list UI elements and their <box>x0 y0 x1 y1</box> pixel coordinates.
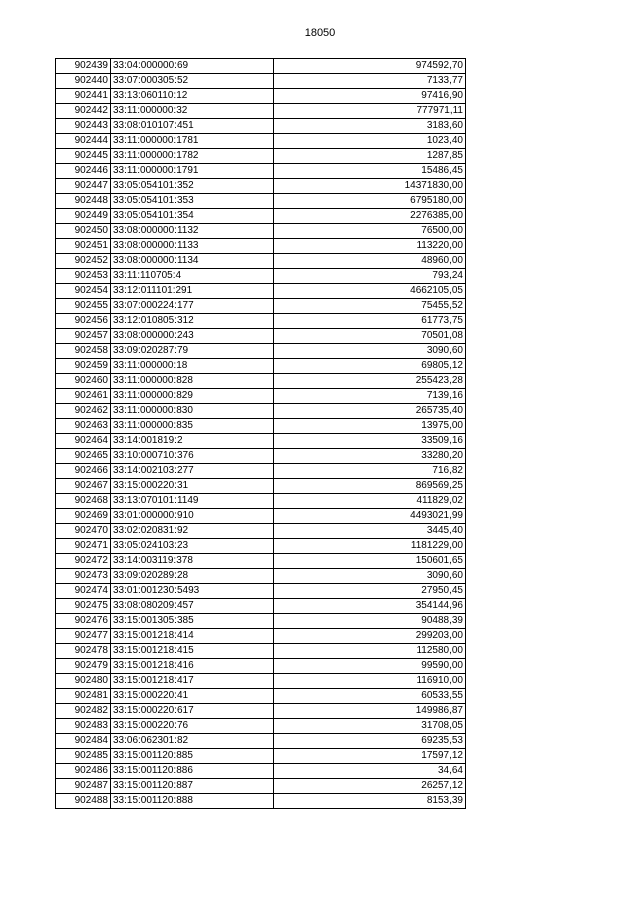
page-number: 18050 <box>304 27 336 39</box>
row-number-cell: 902447 <box>56 179 111 194</box>
table-row <box>56 644 466 659</box>
table-row <box>56 74 466 89</box>
table-row <box>56 434 466 449</box>
value-cell: 48960,00 <box>274 254 466 269</box>
table-row <box>56 239 466 254</box>
cadastral-number-cell: 33:14:001819:2 <box>111 434 274 449</box>
table-row <box>56 269 466 284</box>
table-row <box>56 209 466 224</box>
value-cell: 31708,05 <box>274 719 466 734</box>
row-number-cell: 902450 <box>56 224 111 239</box>
cadastral-number-cell: 33:13:070101:1149 <box>111 494 274 509</box>
value-cell: 27950,45 <box>274 584 466 599</box>
row-number-cell: 902464 <box>56 434 111 449</box>
cadastral-number-cell: 33:15:001218:414 <box>111 629 274 644</box>
cadastral-number-cell: 33:14:003119:378 <box>111 554 274 569</box>
value-cell: 97416,90 <box>274 89 466 104</box>
value-cell: 3183,60 <box>274 119 466 134</box>
row-number-cell: 902457 <box>56 329 111 344</box>
value-cell: 3090,60 <box>274 569 466 584</box>
table-row <box>56 539 466 554</box>
value-cell: 61773,75 <box>274 314 466 329</box>
cadastral-number-cell: 33:15:001120:886 <box>111 764 274 779</box>
table-row <box>56 314 466 329</box>
table-row <box>56 734 466 749</box>
table-row <box>56 344 466 359</box>
cadastral-number-cell: 33:14:002103:277 <box>111 464 274 479</box>
cadastral-number-cell: 33:08:010107:451 <box>111 119 274 134</box>
row-number-cell: 902471 <box>56 539 111 554</box>
cadastral-number-cell: 33:05:054101:353 <box>111 194 274 209</box>
value-cell: 33280,20 <box>274 449 466 464</box>
cadastral-number-cell: 33:08:080209:457 <box>111 599 274 614</box>
value-cell: 150601,65 <box>274 554 466 569</box>
value-cell: 75455,52 <box>274 299 466 314</box>
row-number-cell: 902462 <box>56 404 111 419</box>
cadastral-number-cell: 33:13:060110:12 <box>111 89 274 104</box>
cadastral-number-cell: 33:08:000000:1134 <box>111 254 274 269</box>
row-number-cell: 902478 <box>56 644 111 659</box>
value-cell: 17597,12 <box>274 749 466 764</box>
value-cell: 33509,16 <box>274 434 466 449</box>
table-row <box>56 554 466 569</box>
value-cell: 716,82 <box>274 464 466 479</box>
table-row <box>56 599 466 614</box>
table-row <box>56 494 466 509</box>
table-row <box>56 59 466 74</box>
table-row <box>56 629 466 644</box>
table-row <box>56 89 466 104</box>
table-row <box>56 524 466 539</box>
cadastral-number-cell: 33:11:000000:1791 <box>111 164 274 179</box>
cadastral-number-cell: 33:11:110705:4 <box>111 269 274 284</box>
table-row <box>56 164 466 179</box>
row-number-cell: 902475 <box>56 599 111 614</box>
value-cell: 7133,77 <box>274 74 466 89</box>
row-number-cell: 902446 <box>56 164 111 179</box>
cadastral-number-cell: 33:11:000000:830 <box>111 404 274 419</box>
row-number-cell: 902460 <box>56 374 111 389</box>
cadastral-number-cell: 33:08:000000:243 <box>111 329 274 344</box>
cadastral-number-cell: 33:12:010805:312 <box>111 314 274 329</box>
table-row <box>56 179 466 194</box>
table-row <box>56 719 466 734</box>
table-row <box>56 764 466 779</box>
table-row <box>56 284 466 299</box>
cadastral-number-cell: 33:15:001120:885 <box>111 749 274 764</box>
value-cell: 112580,00 <box>274 644 466 659</box>
cadastral-number-cell: 33:11:000000:18 <box>111 359 274 374</box>
value-cell: 411829,02 <box>274 494 466 509</box>
cadastral-number-cell: 33:15:000220:76 <box>111 719 274 734</box>
row-number-cell: 902477 <box>56 629 111 644</box>
value-cell: 4662105,05 <box>274 284 466 299</box>
table-row <box>56 254 466 269</box>
table-row <box>56 299 466 314</box>
table-row <box>56 749 466 764</box>
row-number-cell: 902483 <box>56 719 111 734</box>
table-row <box>56 689 466 704</box>
cadastral-number-cell: 33:15:001218:417 <box>111 674 274 689</box>
value-cell: 60533,55 <box>274 689 466 704</box>
table-row <box>56 464 466 479</box>
cadastral-number-cell: 33:15:001305:385 <box>111 614 274 629</box>
row-number-cell: 902451 <box>56 239 111 254</box>
value-cell: 14371830,00 <box>274 179 466 194</box>
value-cell: 3090,60 <box>274 344 466 359</box>
cadastral-number-cell: 33:07:000224:177 <box>111 299 274 314</box>
value-cell: 69235,53 <box>274 734 466 749</box>
value-cell: 869569,25 <box>274 479 466 494</box>
row-number-cell: 902463 <box>56 419 111 434</box>
row-number-cell: 902487 <box>56 779 111 794</box>
value-cell: 90488,39 <box>274 614 466 629</box>
value-cell: 69805,12 <box>274 359 466 374</box>
table-row <box>56 674 466 689</box>
table-row <box>56 779 466 794</box>
value-cell: 1181229,00 <box>274 539 466 554</box>
row-number-cell: 902482 <box>56 704 111 719</box>
row-number-cell: 902488 <box>56 794 111 809</box>
value-cell: 1287,85 <box>274 149 466 164</box>
row-number-cell: 902442 <box>56 104 111 119</box>
value-cell: 974592,70 <box>274 59 466 74</box>
cadastral-number-cell: 33:01:001230:5493 <box>111 584 274 599</box>
cadastral-number-cell: 33:08:000000:1133 <box>111 239 274 254</box>
row-number-cell: 902470 <box>56 524 111 539</box>
table-row <box>56 329 466 344</box>
cadastral-number-cell: 33:11:000000:1781 <box>111 134 274 149</box>
table-body <box>56 59 466 809</box>
cadastral-number-cell: 33:05:054101:354 <box>111 209 274 224</box>
cadastral-number-cell: 33:08:000000:1132 <box>111 224 274 239</box>
row-number-cell: 902479 <box>56 659 111 674</box>
row-number-cell: 902473 <box>56 569 111 584</box>
table-row <box>56 134 466 149</box>
table-row <box>56 389 466 404</box>
value-cell: 70501,08 <box>274 329 466 344</box>
table-row <box>56 509 466 524</box>
cadastral-number-cell: 33:07:000305:52 <box>111 74 274 89</box>
cadastral-number-cell: 33:09:020287:79 <box>111 344 274 359</box>
row-number-cell: 902454 <box>56 284 111 299</box>
cadastral-number-cell: 33:09:020289:28 <box>111 569 274 584</box>
value-cell: 13975,00 <box>274 419 466 434</box>
row-number-cell: 902484 <box>56 734 111 749</box>
value-cell: 265735,40 <box>274 404 466 419</box>
row-number-cell: 902459 <box>56 359 111 374</box>
table-row <box>56 149 466 164</box>
row-number-cell: 902486 <box>56 764 111 779</box>
row-number-cell: 902468 <box>56 494 111 509</box>
table-row <box>56 119 466 134</box>
table-row <box>56 194 466 209</box>
table-row <box>56 659 466 674</box>
table-row <box>56 794 466 809</box>
value-cell: 1023,40 <box>274 134 466 149</box>
cadastral-number-cell: 33:11:000000:835 <box>111 419 274 434</box>
table-row <box>56 614 466 629</box>
table-row <box>56 704 466 719</box>
row-number-cell: 902466 <box>56 464 111 479</box>
table-row <box>56 404 466 419</box>
value-cell: 793,24 <box>274 269 466 284</box>
row-number-cell: 902467 <box>56 479 111 494</box>
value-cell: 7139,16 <box>274 389 466 404</box>
value-cell: 777971,11 <box>274 104 466 119</box>
cadastral-number-cell: 33:01:000000:910 <box>111 509 274 524</box>
value-cell: 149986,87 <box>274 704 466 719</box>
cadastral-table <box>55 58 466 809</box>
value-cell: 4493021,99 <box>274 509 466 524</box>
row-number-cell: 902439 <box>56 59 111 74</box>
row-number-cell: 902441 <box>56 89 111 104</box>
row-number-cell: 902485 <box>56 749 111 764</box>
value-cell: 76500,00 <box>274 224 466 239</box>
row-number-cell: 902469 <box>56 509 111 524</box>
row-number-cell: 902458 <box>56 344 111 359</box>
row-number-cell: 902443 <box>56 119 111 134</box>
cadastral-number-cell: 33:11:000000:828 <box>111 374 274 389</box>
value-cell: 34,64 <box>274 764 466 779</box>
value-cell: 113220,00 <box>274 239 466 254</box>
value-cell: 2276385,00 <box>274 209 466 224</box>
cadastral-number-cell: 33:15:000220:31 <box>111 479 274 494</box>
table-row <box>56 584 466 599</box>
cadastral-number-cell: 33:15:000220:617 <box>111 704 274 719</box>
cadastral-number-cell: 33:15:001120:887 <box>111 779 274 794</box>
row-number-cell: 902440 <box>56 74 111 89</box>
value-cell: 8153,39 <box>274 794 466 809</box>
table-row <box>56 104 466 119</box>
cadastral-number-cell: 33:15:001120:888 <box>111 794 274 809</box>
table-row <box>56 224 466 239</box>
value-cell: 6795180,00 <box>274 194 466 209</box>
row-number-cell: 902472 <box>56 554 111 569</box>
table-row <box>56 419 466 434</box>
cadastral-number-cell: 33:02:020831:92 <box>111 524 274 539</box>
table-row <box>56 374 466 389</box>
cadastral-number-cell: 33:04:000000:69 <box>111 59 274 74</box>
table-row <box>56 449 466 464</box>
cadastral-number-cell: 33:06:062301:82 <box>111 734 274 749</box>
row-number-cell: 902481 <box>56 689 111 704</box>
table-row <box>56 359 466 374</box>
cadastral-number-cell: 33:11:000000:1782 <box>111 149 274 164</box>
value-cell: 116910,00 <box>274 674 466 689</box>
row-number-cell: 902476 <box>56 614 111 629</box>
row-number-cell: 902480 <box>56 674 111 689</box>
cadastral-number-cell: 33:11:000000:829 <box>111 389 274 404</box>
value-cell: 299203,00 <box>274 629 466 644</box>
cadastral-number-cell: 33:11:000000:32 <box>111 104 274 119</box>
row-number-cell: 902444 <box>56 134 111 149</box>
row-number-cell: 902461 <box>56 389 111 404</box>
row-number-cell: 902448 <box>56 194 111 209</box>
value-cell: 26257,12 <box>274 779 466 794</box>
value-cell: 3445,40 <box>274 524 466 539</box>
row-number-cell: 902474 <box>56 584 111 599</box>
cadastral-number-cell: 33:10:000710:376 <box>111 449 274 464</box>
table-row <box>56 569 466 584</box>
value-cell: 15486,45 <box>274 164 466 179</box>
cadastral-number-cell: 33:15:001218:416 <box>111 659 274 674</box>
value-cell: 255423,28 <box>274 374 466 389</box>
value-cell: 99590,00 <box>274 659 466 674</box>
row-number-cell: 902445 <box>56 149 111 164</box>
row-number-cell: 902449 <box>56 209 111 224</box>
row-number-cell: 902455 <box>56 299 111 314</box>
cadastral-number-cell: 33:12:011101:291 <box>111 284 274 299</box>
row-number-cell: 902453 <box>56 269 111 284</box>
cadastral-number-cell: 33:05:054101:352 <box>111 179 274 194</box>
cadastral-number-cell: 33:05:024103:23 <box>111 539 274 554</box>
row-number-cell: 902452 <box>56 254 111 269</box>
row-number-cell: 902465 <box>56 449 111 464</box>
cadastral-number-cell: 33:15:001218:415 <box>111 644 274 659</box>
table-row <box>56 479 466 494</box>
value-cell: 354144,96 <box>274 599 466 614</box>
row-number-cell: 902456 <box>56 314 111 329</box>
cadastral-number-cell: 33:15:000220:41 <box>111 689 274 704</box>
